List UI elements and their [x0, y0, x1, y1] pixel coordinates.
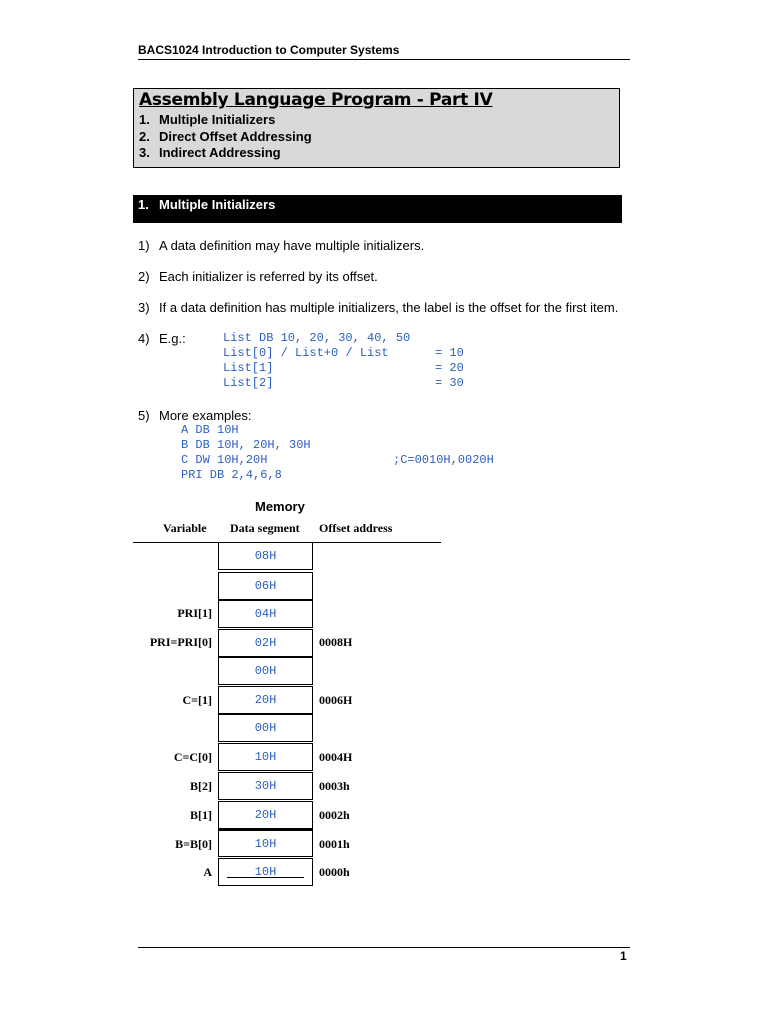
- code-line: List[0] / List+0 / List: [223, 346, 389, 360]
- column-header-offset: Offset address: [319, 521, 393, 535]
- code-result: = 20: [435, 361, 464, 375]
- code-result: = 30: [435, 376, 464, 390]
- column-header-variable: Variable: [163, 521, 207, 535]
- toc-item: [139, 112, 275, 127]
- code-result: = 10: [435, 346, 464, 360]
- header-divider: [138, 59, 630, 60]
- memory-variable-label: B[1]: [190, 808, 212, 822]
- toc-item-label: Direct Offset Addressing: [159, 129, 312, 144]
- memory-cell: 02H: [218, 629, 313, 657]
- memory-cell: 04H: [218, 600, 313, 628]
- memory-heading: Memory: [255, 499, 305, 514]
- memory-variable-label: C=C[0]: [173, 750, 212, 764]
- section-heading-bar: [133, 195, 622, 223]
- footer-divider: [138, 947, 630, 948]
- memory-variable-label: PRI=PRI[0]: [149, 635, 212, 649]
- section-title: Multiple Initializers: [159, 197, 276, 212]
- memory-variable-label: B=B[0]: [175, 837, 212, 851]
- memory-offset-label: 0008H: [319, 635, 353, 649]
- point-number: 1): [138, 238, 150, 253]
- memory-cell: 00H: [218, 657, 313, 685]
- memory-cell: 30H: [218, 772, 313, 800]
- memory-variable-label: C=[1]: [182, 693, 212, 707]
- point-text: If a data definition has multiple initializers, the label is the offset for the first item.: [159, 300, 619, 315]
- memory-offset-label: 0001h: [319, 837, 350, 851]
- memory-offset-label: 0006H: [319, 693, 353, 707]
- code-comment: ;C=0010H,0020H: [393, 453, 494, 467]
- course-header: BACS1024 Introduction to Computer Systems: [138, 43, 400, 57]
- column-header-data-segment: Data segment: [230, 521, 300, 535]
- code-line: A DB 10H: [181, 423, 239, 437]
- toc-item-label: Indirect Addressing: [159, 145, 281, 160]
- memory-cell: 06H: [218, 572, 313, 600]
- point-number: 3): [138, 300, 150, 315]
- code-line: PRI DB 2,4,6,8: [181, 468, 282, 482]
- memory-cell: 10H: [218, 858, 313, 886]
- section-number: 1.: [138, 197, 149, 212]
- toc-item: [139, 129, 312, 144]
- point-number: 5): [138, 408, 150, 423]
- memory-cell: 10H: [218, 743, 313, 771]
- code-line: C DW 10H,20H: [181, 453, 268, 467]
- title-box: [133, 88, 620, 168]
- toc-item-number: 3.: [139, 145, 150, 160]
- toc-item-label: Multiple Initializers: [159, 112, 276, 127]
- point-number: 4): [138, 331, 150, 346]
- toc-item: [139, 145, 281, 160]
- memory-cell: 20H: [218, 801, 313, 829]
- code-line: List DB 10, 20, 30, 40, 50: [223, 331, 411, 345]
- memory-offset-label: 0000h: [319, 865, 350, 879]
- memory-cell: 08H: [218, 542, 313, 570]
- toc-item-number: 1.: [139, 112, 150, 127]
- memory-offset-label: 0003h: [319, 779, 350, 793]
- memory-cell: 10H: [218, 829, 313, 857]
- memory-cell: 00H: [218, 714, 313, 742]
- document-title: Assembly Language Program - Part IV: [139, 90, 493, 110]
- point-text: Each initializer is referred by its offset.: [159, 269, 378, 284]
- point-text: A data definition may have multiple initializers.: [159, 238, 425, 253]
- toc-item-number: 2.: [139, 129, 150, 144]
- code-line: List[1]: [223, 361, 274, 375]
- code-line: B DB 10H, 20H, 30H: [181, 438, 311, 452]
- point-number: 2): [138, 269, 150, 284]
- memory-offset-label: 0004H: [319, 750, 353, 764]
- point-text: E.g.:: [159, 331, 186, 346]
- memory-cell: 20H: [218, 686, 313, 714]
- memory-offset-label: 0002h: [319, 808, 350, 822]
- code-line: List[2]: [223, 376, 274, 390]
- page-number: 1: [620, 949, 627, 963]
- memory-variable-label: B[2]: [190, 779, 212, 793]
- memory-variable-label: A: [203, 865, 212, 879]
- memory-variable-label: PRI[1]: [177, 606, 212, 620]
- point-text: More examples:: [159, 408, 252, 423]
